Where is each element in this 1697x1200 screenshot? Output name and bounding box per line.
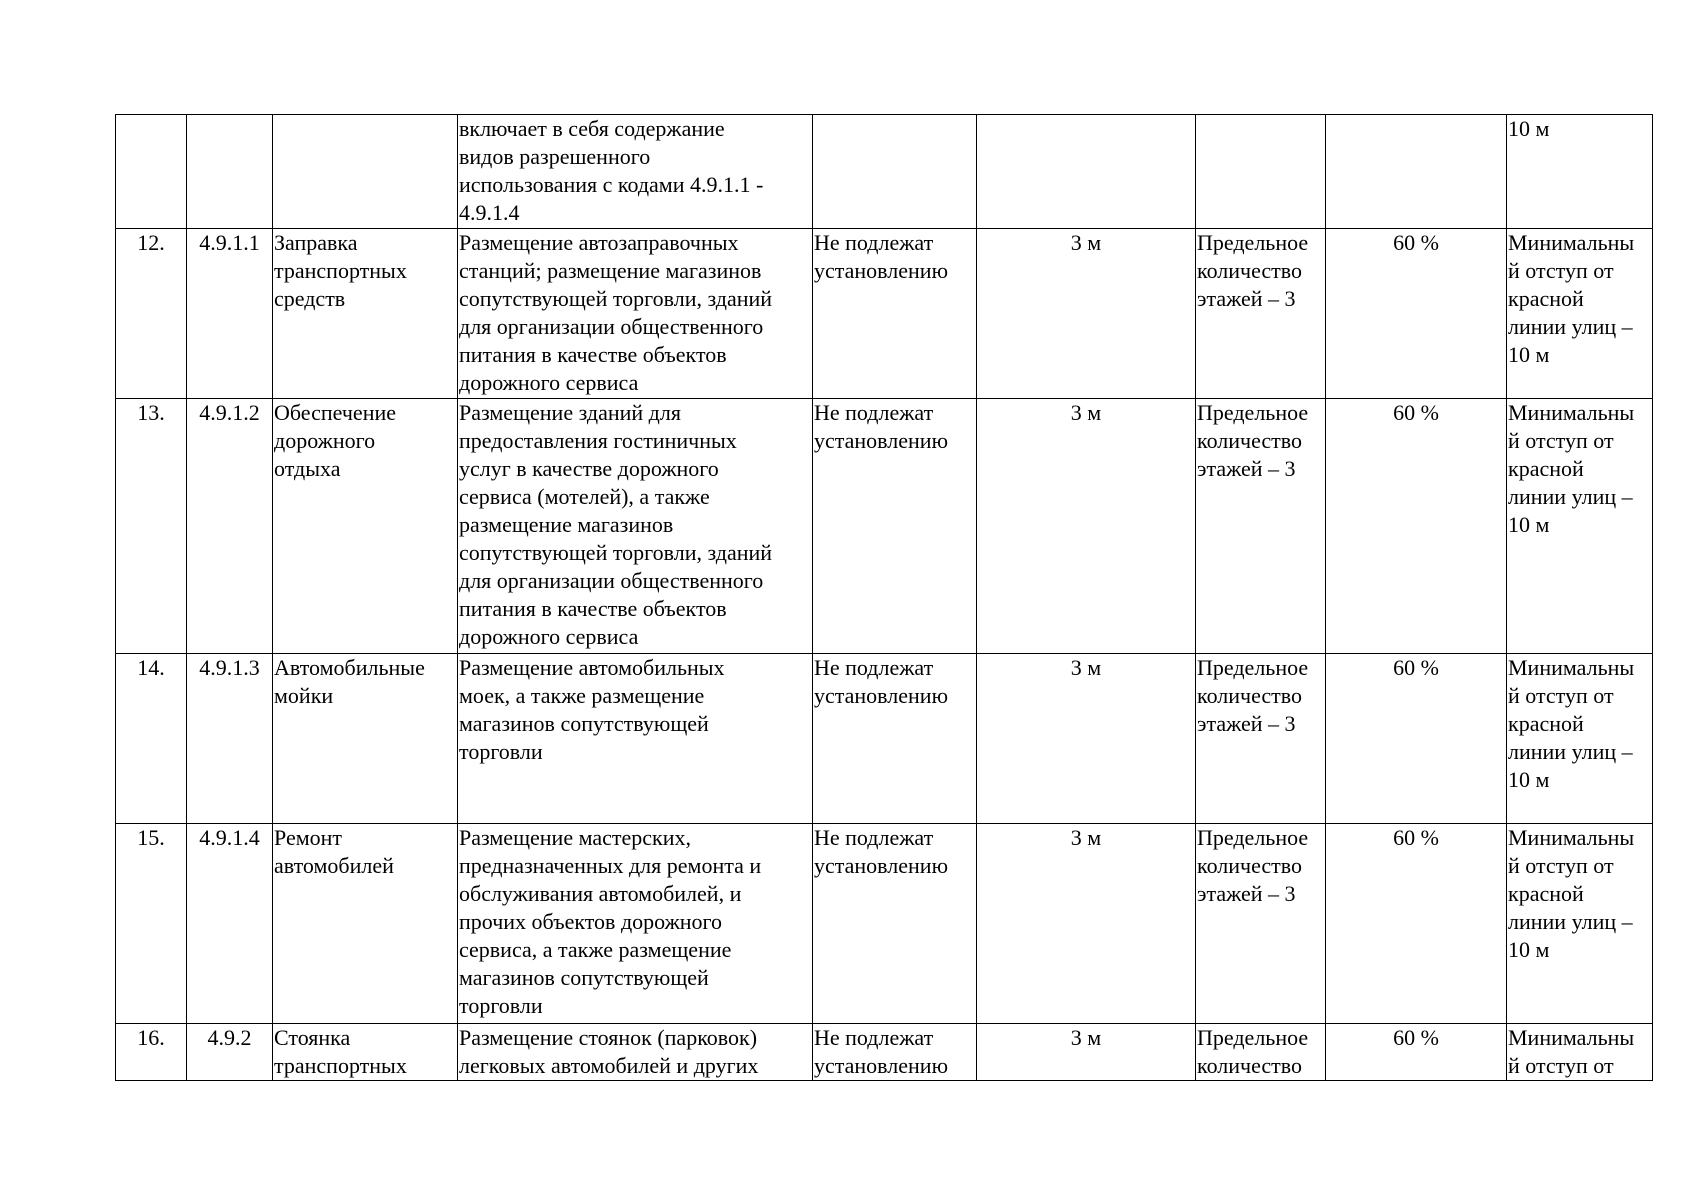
row-number-cell: 12. <box>116 229 187 399</box>
floors-cell <box>1196 115 1326 229</box>
setback-cell: 3 м <box>977 824 1196 1024</box>
code-cell: 4.9.2 <box>187 1024 273 1081</box>
setback-cell: 3 м <box>977 1024 1196 1081</box>
plot-area-cell: Не подлежат установлению <box>813 1024 977 1081</box>
code-cell: 4.9.1.2 <box>187 399 273 654</box>
land-use-table <box>115 114 1653 1081</box>
code-cell: 4.9.1.1 <box>187 229 273 399</box>
use-name-cell: Автомобильные мойки <box>273 654 458 824</box>
other-params-cell: Минимальны й отступ от красной линии улиц – 10 м <box>1507 229 1653 399</box>
code-cell: 4.9.1.4 <box>187 824 273 1024</box>
table-row <box>116 229 1653 399</box>
use-name-cell: Обеспечение дорожного отдыха <box>273 399 458 654</box>
row-number-cell: 13. <box>116 399 187 654</box>
plot-area-cell: Не подлежат установлению <box>813 824 977 1024</box>
floors-cell: Предельное количество этажей – 3 <box>1196 654 1326 824</box>
floors-cell: Предельное количество этажей – 3 <box>1196 824 1326 1024</box>
plot-area-cell: Не подлежат установлению <box>813 399 977 654</box>
plot-area-cell: Не подлежат установлению <box>813 229 977 399</box>
description-cell: Размещение мастерских, предназначенных для ремонта и обслуживания автомобилей, и прочих объектов дорожного сервиса, а также размещение магазинов сопутствующей торговли <box>458 824 813 1024</box>
setback-cell: 3 м <box>977 654 1196 824</box>
coverage-cell: 60 % <box>1326 399 1507 654</box>
description-cell: включает в себя содержание видов разрешенного использования с кодами 4.9.1.1 - 4.9.1.4 <box>458 115 813 229</box>
setback-cell: 3 м <box>977 399 1196 654</box>
row-number-cell: 16. <box>116 1024 187 1081</box>
code-cell: 4.9.1.3 <box>187 654 273 824</box>
description-cell: Размещение зданий для предоставления гостиничных услуг в качестве дорожного сервиса (мотелей), а также размещение магазинов сопутствующей торговли, зданий для организации общественного питания в качестве объектов дорожного сервиса <box>458 399 813 654</box>
other-params-cell: Минимальны й отступ от красной линии улиц – 10 м <box>1507 654 1653 824</box>
row-number-cell: 14. <box>116 654 187 824</box>
table-row <box>116 115 1653 229</box>
plot-area-cell: Не подлежат установлению <box>813 654 977 824</box>
use-name-cell: Ремонт автомобилей <box>273 824 458 1024</box>
other-params-cell: Минимальны й отступ от красной линии улиц – 10 м <box>1507 399 1653 654</box>
other-params-cell: Минимальны й отступ от <box>1507 1024 1653 1081</box>
coverage-cell: 60 % <box>1326 824 1507 1024</box>
setback-cell: 3 м <box>977 229 1196 399</box>
table-row <box>116 399 1653 654</box>
row-number-cell: 15. <box>116 824 187 1024</box>
use-name-cell: Заправка транспортных средств <box>273 229 458 399</box>
coverage-cell: 60 % <box>1326 1024 1507 1081</box>
code-cell <box>187 115 273 229</box>
other-params-cell: 10 м <box>1507 115 1653 229</box>
description-cell: Размещение автозаправочных станций; размещение магазинов сопутствующей торговли, зданий для организации общественного питания в качестве объектов дорожного сервиса <box>458 229 813 399</box>
coverage-cell: 60 % <box>1326 229 1507 399</box>
table-row <box>116 1024 1653 1081</box>
floors-cell: Предельное количество этажей – 3 <box>1196 229 1326 399</box>
floors-cell: Предельное количество этажей – 3 <box>1196 399 1326 654</box>
other-params-cell: Минимальны й отступ от красной линии улиц – 10 м <box>1507 824 1653 1024</box>
row-number-cell <box>116 115 187 229</box>
table-row <box>116 824 1653 1024</box>
coverage-cell: 60 % <box>1326 654 1507 824</box>
plot-area-cell <box>813 115 977 229</box>
setback-cell <box>977 115 1196 229</box>
use-name-cell: Стоянка транспортных <box>273 1024 458 1081</box>
use-name-cell <box>273 115 458 229</box>
description-cell: Размещение автомобильных моек, а также размещение магазинов сопутствующей торговли <box>458 654 813 824</box>
coverage-cell <box>1326 115 1507 229</box>
floors-cell: Предельное количество <box>1196 1024 1326 1081</box>
table-row <box>116 654 1653 824</box>
description-cell: Размещение стоянок (парковок) легковых автомобилей и других <box>458 1024 813 1081</box>
